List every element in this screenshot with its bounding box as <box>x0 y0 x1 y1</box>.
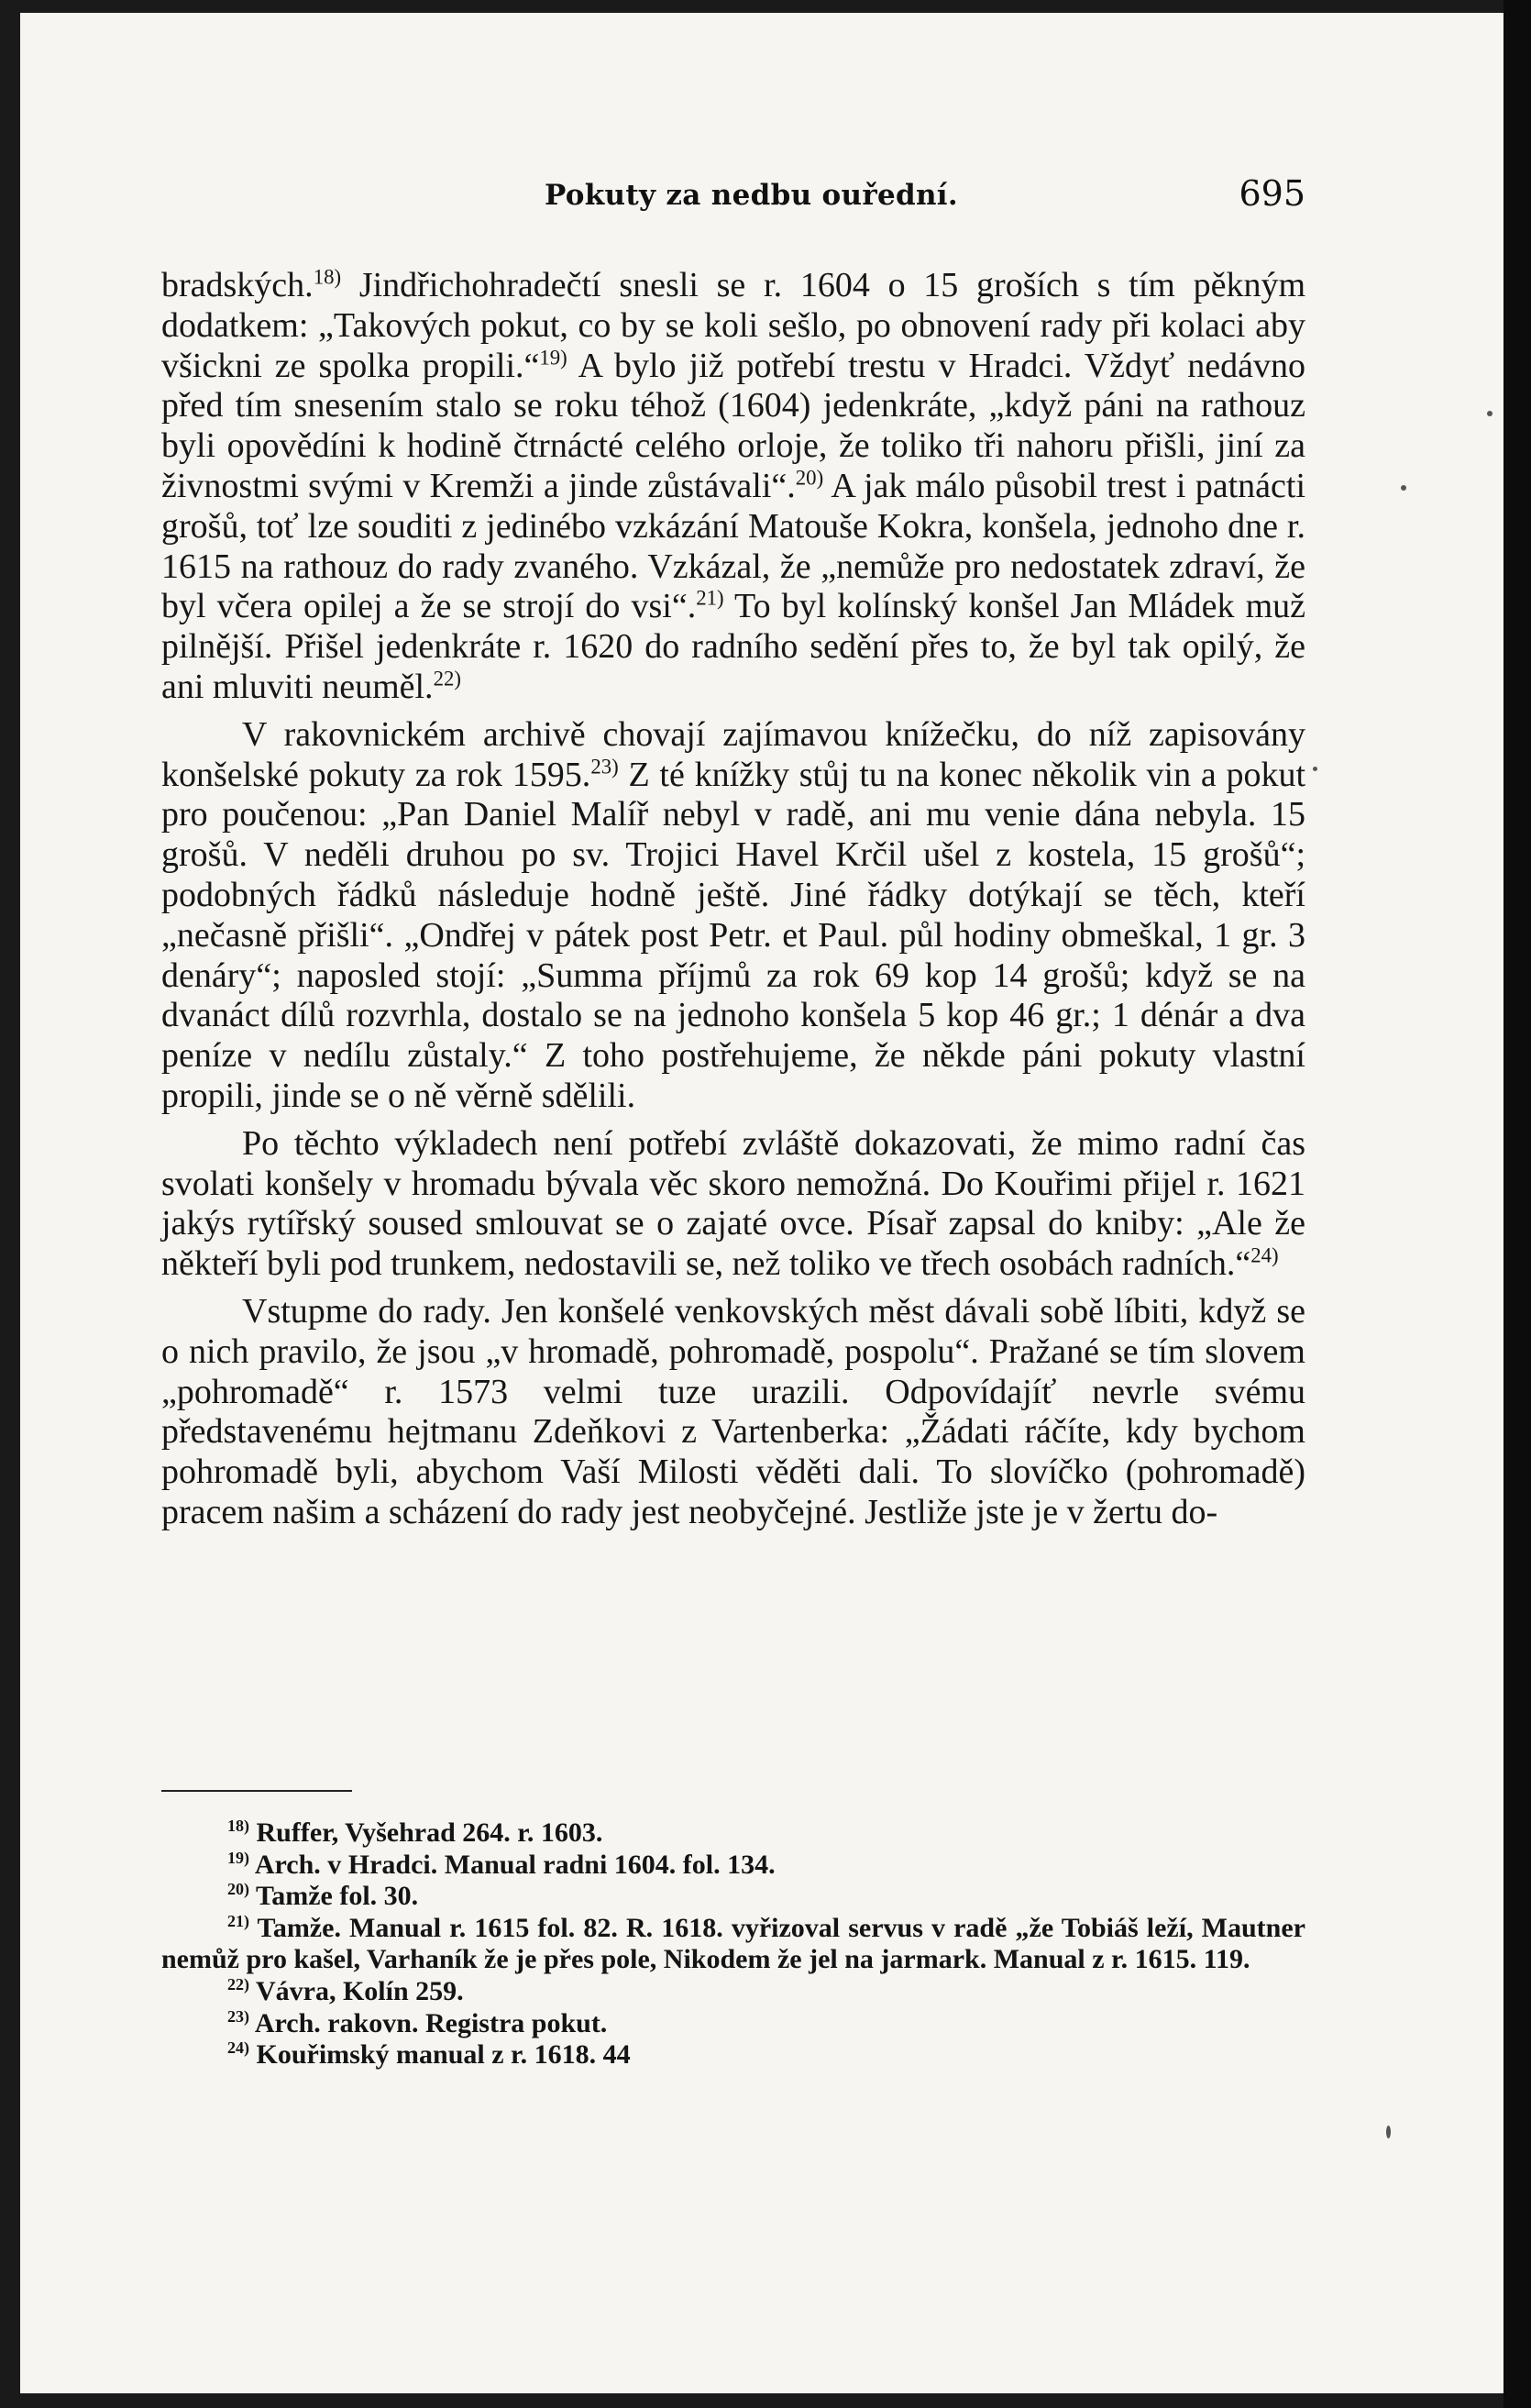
page-header <box>161 173 1305 217</box>
footnote-number: 19) <box>227 1848 249 1867</box>
footnote-ref: 23) <box>590 754 619 778</box>
page-number: 695 <box>1239 173 1305 214</box>
footnote-ref: 21) <box>696 586 724 610</box>
footnote-text: Ruffer, Vyšehrad 264. r. 1603. <box>249 1817 603 1848</box>
footnote-text: Tamže fol. 30. <box>249 1881 419 1912</box>
footnote-ref: 20) <box>795 466 824 490</box>
scan-speck <box>1313 767 1317 771</box>
footnote <box>161 1881 1305 1913</box>
paragraph <box>161 1124 1305 1285</box>
text-run: bradských. <box>161 266 314 304</box>
text-run: Po těchto výkladech není potřebí zvláště dokazovati, že mimo radní čas svolati konšely v hromadu bývala věc skoro nemožná. Do Kouřimi přijel r. 1621 jakýs rytířský soused smlouvat se o zajaté ovce. Písař zapsal do kniby: „Ale že někteří byli pod trunkem, nedostavili se, než toliko ve třech osobách radních.“ <box>161 1123 1305 1284</box>
footnote-text: Tamže. Manual r. 1615 fol. 82. R. 1618. vyřizoval servus v radě „že Tobiáš leží, Mautner nemůž pro kašel, Varhaník že je přes pole, Nikodem že jel na jarmark. Manual z r. 1615. 119. <box>161 1912 1305 1975</box>
footnote-number: 24) <box>227 2038 249 2058</box>
footnote-ref: 24) <box>1250 1243 1279 1267</box>
text-run: Vstupme do rady. Jen konšelé venkovských měst dávali sobě líbiti, když se o nich pravilo, že jsou „v hromadě, pohromadě, pospolu“. Pražané se tím slovem „pohromadě“ r. 1573 velmi tuze urazili. Odpovídajíť nevrle svému představenému hejtmanu Zdeňkovi z Vartenberka: „Žádati ráčíte, kdy bychom pohromadě byli, abychom Vaší Milosti věděti dali. To slovíčko (pohromadě) pracem našim a scházení do rady jest neobyčejné. Jestliže jste je v žertu do- <box>161 1291 1305 1531</box>
text-run: Z té knížky stůj tu na konec několik vin a pokut pro poučenou: „Pan Daniel Malíř nebyl v radě, ani mu venie dána nebyla. 15 grošů. V neděli druhou po sv. Trojici Havel Krčil ušel z kostela, 15 grošů“; podobných řádků následuje hodně ještě. Jiné řádky dotýkají se těch, kteří „nečasně přišli“. „Ondřej v pátek post Petr. et Paul. půl hodiny obmeškal, 1 gr. 3 denáry“; naposled stojí: „Summa příjmů za rok 69 kop 14 grošů; když se na dvanáct dílů rozvrhla, dostalo se na jednoho konšela 5 kop 46 gr.; 1 dénár a dva peníze v nedílu zůstaly.“ Z toho postřehujeme, že někde páni pokuty vlastní propili, jinde se o ně věrně sdělili. <box>161 755 1306 1115</box>
footnote <box>161 2039 1305 2071</box>
footnote <box>161 1976 1305 2008</box>
footnote-ref: 22) <box>433 667 461 690</box>
footnote-number: 23) <box>227 2006 249 2026</box>
paragraph <box>161 1292 1305 1533</box>
scan-speck <box>1487 411 1492 416</box>
footnote-ref: 19) <box>539 345 567 369</box>
footnote-text: Kouřimský manual z r. 1618. 44 <box>249 2039 631 2071</box>
footnote-number: 22) <box>227 1974 249 1994</box>
text-run: To byl kolínský konšel Jan Mládek muž pilnější. Přišel jedenkráte r. 1620 do radního sedění přes to, že byl tak opilý, že ani mluviti neuměl. <box>161 587 1305 706</box>
footnote-number: 18) <box>227 1817 249 1835</box>
footnote-number: 21) <box>227 1911 249 1930</box>
footnote <box>161 1913 1305 1976</box>
text-run: Jindřichohradečtí snesli se r. 1604 o 15 groších s tím pěkným dodatkem: „Takových pokut, co by se koli sešlo, po obnovení rady při kolaci aby všickni ze spolka propili.“ <box>161 266 1305 385</box>
text-run: V rakovnickém archivě chovají zajímavou knížečku, do níž zapisovány konšelské pokuty za rok 1595. <box>161 714 1305 794</box>
footnotes <box>161 1817 1305 2071</box>
footnote-text: Arch. rakovn. Registra pokut. <box>249 2007 608 2038</box>
text-run: A jak málo působil trest i patnácti grošů, toť lze souditi z jedinébo vzkázání Matouše Kokra, konšela, jednoho dne r. 1615 na rathouz do rady zvaného. Vzkázal, že „nemůže pro nedostatek zdraví, že byl včera opilej a že se strojí do vsi“. <box>161 466 1306 626</box>
footnote <box>161 2008 1305 2040</box>
footnote-number: 20) <box>227 1880 249 1899</box>
text-run: A bylo již potřebí trestu v Hradci. Vždyť nedávno před tím snesením stalo se roku téhož (1604) jedenkráte, „když páni na rathouz byli opovědíni k hodině čtrnácté celého orloje, že toliko tři nahoru přišli, jiní za živnostmi svými v Kremži a jinde zůstávali“. <box>161 346 1305 505</box>
footnote-ref: 18) <box>313 265 342 289</box>
scan-speck <box>1386 2126 1391 2138</box>
scan-speck <box>1401 485 1406 491</box>
paragraph <box>161 266 1305 708</box>
footnote <box>161 1817 1305 1850</box>
scan-edge <box>1503 0 1531 2408</box>
paragraph <box>161 715 1305 1117</box>
running-head: Pokuty za nedbu ouřední. <box>545 179 958 212</box>
footnote <box>161 1850 1305 1882</box>
footnote-text: Arch. v Hradci. Manual radni 1604. fol. 134. <box>249 1849 776 1880</box>
main-text <box>161 266 1305 1541</box>
footnote-separator <box>161 1790 352 1792</box>
footnote-text: Vávra, Kolín 259. <box>249 1975 464 2006</box>
